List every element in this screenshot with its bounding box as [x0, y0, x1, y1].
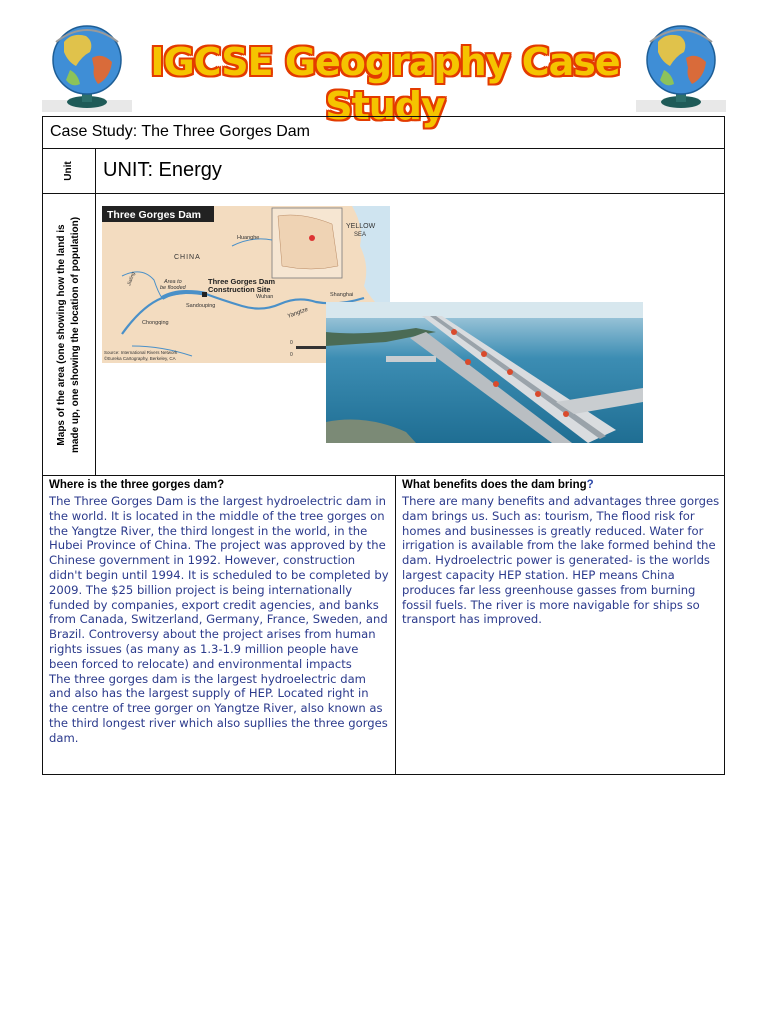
svg-text:Area to: Area to: [164, 279, 182, 285]
svg-text:Wuhan: Wuhan: [256, 294, 274, 300]
svg-text:Sandouping: Sandouping: [186, 303, 216, 309]
benefits-body: There are many benefits and advantages three gorges dam brings us. Such as: tourism, The flood risk for homes and businesses is greatly reduced. Water for irrigation is available from the lake formed behind the dam. Hydroelectric power is generated- is the worlds largest capacity HEP station. HEP means China produces far less greenhouse gasses from burning fossil fuels. The river is more navigable for ships so transport has improved.: [402, 494, 720, 627]
svg-text:0: 0: [290, 352, 293, 358]
svg-text:YELLOW: YELLOW: [346, 223, 376, 230]
unit-value: UNIT: Energy: [103, 159, 222, 181]
benefits-heading: What benefits does the dam bring?: [402, 479, 594, 491]
svg-text:CHINA: CHINA: [174, 254, 201, 261]
svg-text:Construction Site: Construction Site: [208, 285, 271, 294]
case-study-table: [42, 116, 725, 775]
dam-aerial-photo: [326, 302, 643, 443]
map-title: Three Gorges Dam: [107, 209, 201, 221]
maps-label-cell: [43, 194, 96, 475]
svg-text:0: 0: [290, 340, 293, 346]
svg-text:Yangtze: Yangtze: [286, 306, 309, 320]
maps-label: Maps of the area (one showing how the land is made up, one showing the location of population): [56, 216, 81, 453]
benefits-cell: [396, 476, 726, 774]
questions-row: [43, 476, 724, 774]
svg-text:Shanghai: Shanghai: [330, 292, 354, 298]
unit-label-cell: [43, 149, 96, 193]
svg-text:Three Gorges Dam: Three Gorges Dam: [208, 277, 276, 286]
where-body-2: The three gorges dam is the largest hydroelectric dam and also has the largest supply of HEP. Located right in the centre of tree gorger on Yangtze River, also known as the third longest river which also supllies the three gorges dam.: [49, 671, 388, 745]
svg-text:SEA: SEA: [354, 232, 367, 238]
svg-text:Jialing: Jialing: [126, 271, 137, 287]
where-cell: [43, 476, 396, 774]
maps-row: [43, 194, 724, 476]
globe-icon: [636, 22, 726, 112]
svg-text:be flooded: be flooded: [160, 285, 186, 291]
unit-row: [43, 149, 724, 194]
where-heading: Where is the three gorges dam?: [49, 479, 225, 491]
svg-text:Source: International Rivers N: Source: International Rivers Network: [104, 350, 178, 355]
unit-label: Unit: [63, 161, 74, 181]
case-study-title: Case Study: The Three Gorges Dam: [43, 117, 724, 149]
globe-icon: [42, 22, 132, 112]
svg-text:Huanghe: Huanghe: [237, 235, 260, 241]
svg-text:©Eureka Cartography, Berkeley,: ©Eureka Cartography, Berkeley, CA: [104, 356, 176, 361]
where-body: The Three Gorges Dam is the largest hydroelectric dam in the world. It is located in the middle of the tree gorges on the Yangtze River, the third longest in the world, in the Hubei Province of China. The project was approved by the Chinese government in 1992. However, construction didn't begin until 1994. It is scheduled to be completed by 2009. The $25 billion project is being internationally funded by companies, export credit agencies, and banks from Canada, Switzerland, Germany, France, Sweden, and Brazil. Controversy about the project arises from human rights issues (as many as 1.3-1.9 million people have been forced to relocate) and environmental impacts: [49, 494, 389, 671]
svg-text:Chongqing: Chongqing: [142, 320, 169, 326]
page-title: IGCSE Geography Case Study: [150, 40, 620, 128]
